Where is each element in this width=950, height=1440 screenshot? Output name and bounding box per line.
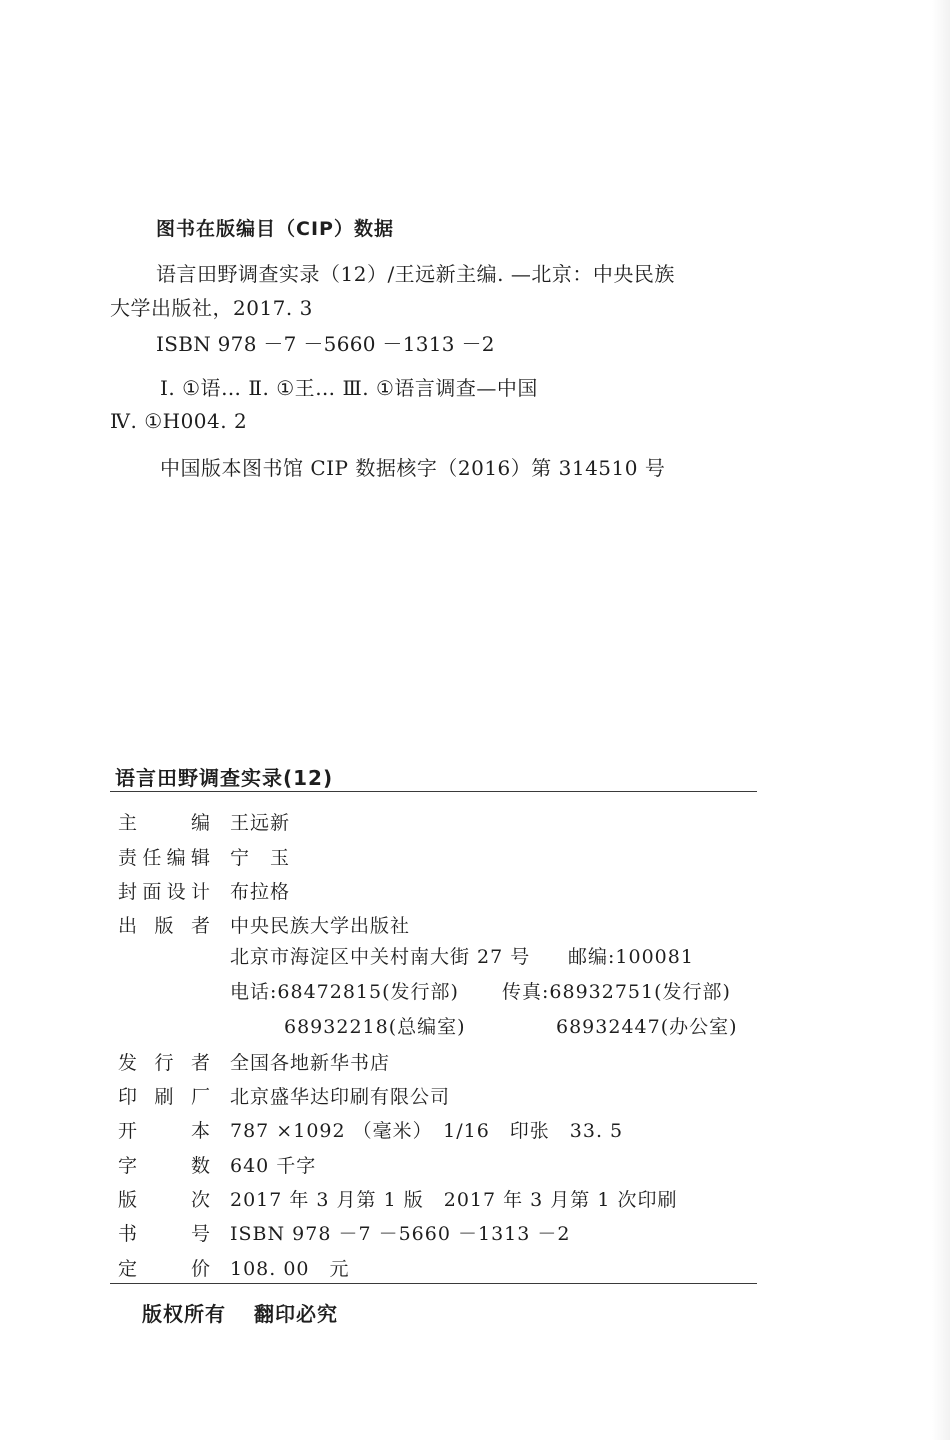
row-label-char: 编 xyxy=(166,847,186,869)
row-value: 全国各地新华书店 xyxy=(230,1052,391,1074)
row-value: 中央民族大学出版社 xyxy=(230,915,411,937)
row-label-char: 者 xyxy=(190,915,210,937)
row-label-char: 次 xyxy=(190,1189,210,1211)
row-value: 宁 玉 xyxy=(230,847,291,869)
cip-heading: 图书在版编目（CIP）数据 xyxy=(156,218,394,240)
row-label xyxy=(118,1254,210,1281)
row-label-char: 主 xyxy=(118,812,138,834)
row-label-char: 版 xyxy=(154,915,174,937)
row-label-char: 版 xyxy=(118,1189,138,1211)
row-label xyxy=(118,808,210,835)
row-label xyxy=(118,1082,210,1109)
cip-line-isbn: ISBN 978 －7 －5660 －1313 －2 xyxy=(156,332,495,356)
row-label-char: 者 xyxy=(190,1052,210,1074)
publisher-fax-office: 68932447(办公室) xyxy=(556,1016,738,1038)
row-value: 布拉格 xyxy=(230,881,291,903)
row-label-char: 任 xyxy=(142,847,162,869)
cip-line-subjects: Ⅰ. ①语… Ⅱ. ①王… Ⅲ. ①语言调查—中国 xyxy=(160,376,538,400)
row-label-char: 设 xyxy=(166,881,186,903)
publisher-phone: 电话:68472815(发行部) xyxy=(230,981,459,1003)
row-label-char: 定 xyxy=(118,1258,138,1280)
top-divider xyxy=(110,791,757,792)
cip-line-title: 语言田野调查实录（12）/王远新主编. —北京：中央民族 xyxy=(156,262,675,286)
page-edge-shadow xyxy=(932,0,950,1440)
row-label xyxy=(118,1151,210,1178)
row-label-char: 号 xyxy=(190,1223,210,1245)
row-label xyxy=(118,877,210,904)
row-value: 2017 年 3 月第 1 版 2017 年 3 月第 1 次印刷 xyxy=(230,1189,678,1211)
copyright-notice xyxy=(142,1298,338,1327)
bottom-divider xyxy=(110,1283,757,1284)
row-label-char: 书 xyxy=(118,1223,138,1245)
row-label-char: 发 xyxy=(118,1052,138,1074)
row-label-char: 责 xyxy=(118,847,138,869)
row-value: 北京盛华达印刷有限公司 xyxy=(230,1086,451,1108)
publisher-postcode: 邮编:100081 xyxy=(568,946,694,968)
row-label-char: 计 xyxy=(190,881,210,903)
row-label-char: 开 xyxy=(118,1120,138,1142)
row-label-char: 面 xyxy=(142,881,162,903)
cip-line-record-number: 中国版本图书馆 CIP 数据核字（2016）第 314510 号 xyxy=(160,456,666,480)
row-label-char: 价 xyxy=(190,1258,210,1280)
row-label xyxy=(118,1116,210,1143)
row-value: 640 千字 xyxy=(230,1155,317,1177)
cip-line-classification: Ⅳ. ①H004. 2 xyxy=(110,409,248,433)
row-label-char: 字 xyxy=(118,1155,138,1177)
row-label-char: 数 xyxy=(190,1155,210,1177)
row-label-char: 封 xyxy=(118,881,138,903)
publisher-fax: 传真:68932751(发行部) xyxy=(502,981,731,1003)
row-label-char: 行 xyxy=(154,1052,174,1074)
row-label-char: 厂 xyxy=(190,1086,210,1108)
book-title: 语言田野调查实录(12) xyxy=(115,766,334,790)
row-value: 787 ×1092 （毫米） 1/16 印张 33. 5 xyxy=(230,1120,624,1142)
copyright-no-reproduction: 翻印必究 xyxy=(254,1302,338,1326)
row-value: 108. 00 元 xyxy=(230,1258,350,1280)
row-label xyxy=(118,1048,210,1075)
row-label-char: 辑 xyxy=(190,847,210,869)
row-label-char: 印 xyxy=(118,1086,138,1108)
row-value: ISBN 978 －7 －5660 －1313 －2 xyxy=(230,1223,571,1245)
copyright-reserved: 版权所有 xyxy=(142,1302,226,1326)
row-label-char: 本 xyxy=(190,1120,210,1142)
row-label xyxy=(118,911,210,938)
row-label xyxy=(118,1185,210,1212)
publisher-address: 北京市海淀区中关村南大街 27 号 xyxy=(230,946,531,968)
row-value: 王远新 xyxy=(230,812,291,834)
publisher-phone-editorial: 68932218(总编室) xyxy=(284,1016,466,1038)
row-label-char: 编 xyxy=(190,812,210,834)
row-label xyxy=(118,1219,210,1246)
row-label xyxy=(118,843,210,870)
row-label-char: 刷 xyxy=(154,1086,174,1108)
row-label-char: 出 xyxy=(118,915,138,937)
cip-line-publisher: 大学出版社，2017. 3 xyxy=(110,296,313,320)
